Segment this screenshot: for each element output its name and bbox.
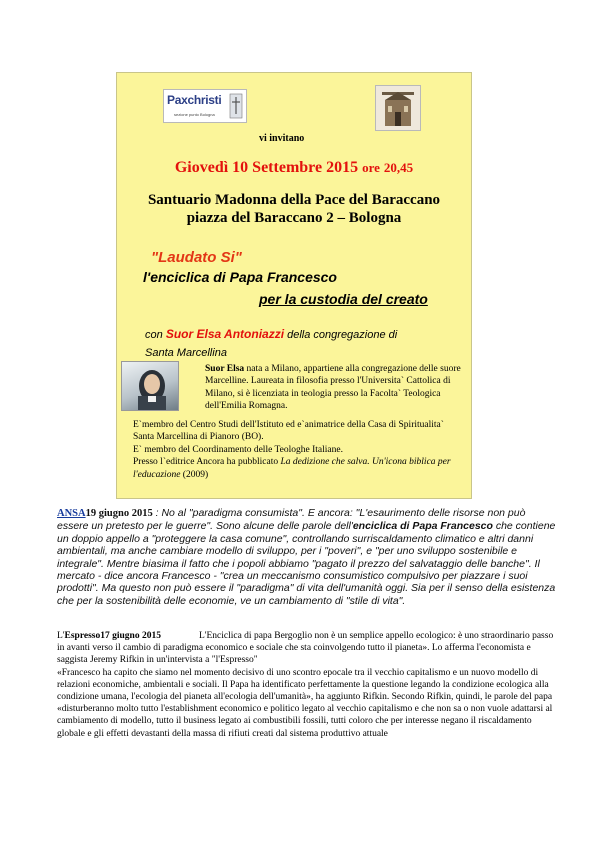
espresso-line-1: L'Enciclica di papa Bergoglio non è un semplice appello ecologico: è uno straordinario passo in avanti verso il cambio di paradigma economico e sociale che sta coinvolgendo tutto il pianeta». Lo afferma l'economista e saggista Jeremy Rifkin in un'intervista a "l'Espresso" xyxy=(57,631,554,666)
event-time-prefix: ore xyxy=(362,160,380,175)
speaker-bio-extra xyxy=(133,419,467,481)
speaker-line-2: Santa Marcellina xyxy=(145,347,227,359)
church-icon xyxy=(376,86,420,130)
bio-line-c xyxy=(133,456,467,481)
speaker-prefix: con xyxy=(145,329,163,341)
cross-figure-icon xyxy=(228,92,244,120)
speaker-photo xyxy=(121,361,179,411)
event-subtitle-2: per la custodia del creato xyxy=(259,291,428,307)
bio-book-year: (2009) xyxy=(180,469,209,480)
venue-line-1: Santuario Madonna della Pace del Baraccano xyxy=(147,192,441,208)
ansa-separator: : xyxy=(152,507,162,519)
bio-text: nata a Milano, appartiene alla congregazione delle suore Marcelline. Laureata in filosofia presso l'Universita` Cattolica di Milano, si è licenziata in teologia presso la Facolta` Teologica dell'Emilia Romagna. xyxy=(205,364,461,412)
speaker-name: Suor Elsa Antoniazzi xyxy=(165,327,285,341)
event-time: 20,45 xyxy=(383,160,414,175)
event-subtitle-1: l'enciclica di Papa Francesco xyxy=(143,269,337,285)
event-venue xyxy=(117,191,471,227)
espresso-paragraph-2: «Francesco ha capito che siamo nel momento decisivo di uno scontro epocale tra il vecchio capitalismo e un nuovo modello di relazioni economiche, ambientali e sociali. Il Papa ha identificato perfettamente la questione legando la condizione ecologica alla condizione umana, l'ecologia del pianeta all'ecologia dell'umanità», ha aggiunto Rifkin. Secondo Rifkin, quindi, le parole del papa «disturberanno molto tutto l'establishment economico e politico legato al vecchio capitalismo e che non sa o non vuole adattarsi al cambiamento di modello, tutto il business legato ai combustibili fossili, tutti coloro che per interesse negano il riscaldamento globale e gli effetti devastanti della massa di rifiuti creati dal sistema produttivo attuale xyxy=(57,667,553,739)
bio-book-title: La dedizione che salva. Un'icona biblica per l'educazione xyxy=(133,457,451,480)
church-logo xyxy=(375,85,421,131)
speaker-block xyxy=(145,325,397,362)
ansa-text-1: No al "paradigma consumista". E ancora: "L'esaurimento delle risorse non può essere un pretesto per le guerre". Sono alcune delle parole dell' xyxy=(57,507,526,533)
paxchristi-logo-text: Paxchristi xyxy=(167,93,222,107)
ansa-article xyxy=(57,507,557,607)
ansa-date: 19 giugno 2015 xyxy=(85,508,153,519)
event-title: "Laudato Si" xyxy=(151,249,242,266)
event-poster xyxy=(116,72,472,499)
invite-text: vi invitano xyxy=(259,133,305,144)
espresso-source: Espresso17 giugno 2015 xyxy=(64,631,161,641)
event-date-text: Giovedì 10 Settembre 2015 xyxy=(174,159,359,176)
bio-line-b: E` membro del Coordinamento delle Teologhe Italiane. xyxy=(133,444,343,455)
espresso-paragraph-1 xyxy=(57,630,557,667)
ansa-encyclical: enciclica di Papa Francesco xyxy=(352,520,493,533)
bio-line-a: E`membro del Centro Studi dell'Istituto ed e`animatrice della Casa di Spiritualita` Santa Marcellina di Pianoro (BO). xyxy=(133,420,444,443)
venue-line-2: piazza del Baraccano 2 – Bologna xyxy=(186,210,402,226)
nun-portrait-icon xyxy=(122,362,178,410)
bio-name: Suor Elsa xyxy=(205,364,245,374)
ansa-text-2: che contiene un doppio appello a "proteggere la casa comune", controllando surriscaldamento climatico e altri danni ambientali, ma anche cambiare modello di sviluppo, per i "poveri", e "per uno sviluppo sostenibile e integrale". Mentre biasima il fatto che i popoli abbiamo "pagato il prezzo del salvataggio delle banche". Il mercato - dice ancora Francesco - "crea un meccanismo consumistico compulsivo per piazzare i suoi prodotti". Ma questo non può essere il "paradigma" di vita dell'umanità oggi. Sia per il senso della esistenza che per la sostenibilità delle economie, ve un cambiamento di "stile di vita". xyxy=(57,520,556,607)
speaker-suffix: della congregazione di xyxy=(287,329,398,341)
event-date xyxy=(117,159,471,177)
espresso-prefix: L' xyxy=(57,631,65,641)
speaker-bio xyxy=(205,363,467,413)
bio-line-c-pre: Presso l`editrice Ancora ha pubblicato xyxy=(133,457,281,468)
paxchristi-logo xyxy=(163,89,247,123)
espresso-article xyxy=(57,630,557,740)
paxchristi-logo-subtext: sezione punto Bologna xyxy=(174,112,215,117)
ansa-source-link[interactable]: ANSA xyxy=(57,508,86,519)
